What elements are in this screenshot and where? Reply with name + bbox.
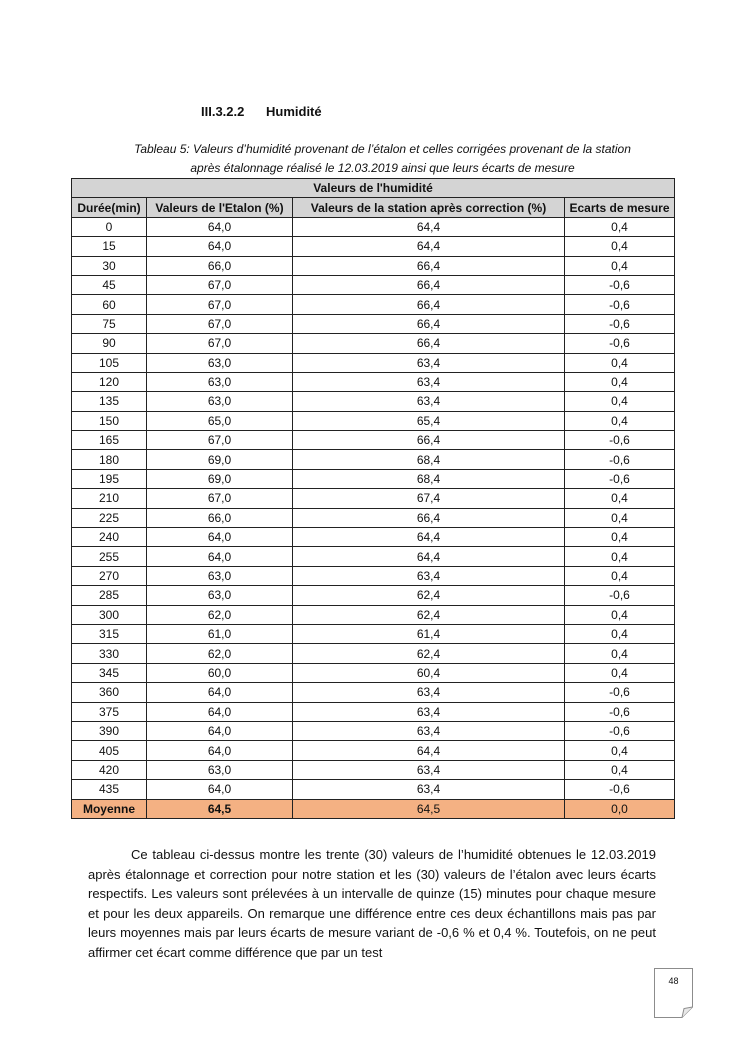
cell-station: 64,4 bbox=[293, 528, 565, 547]
table-row bbox=[72, 624, 675, 643]
cell-ecart: 0,4 bbox=[565, 217, 675, 236]
cell-duration: 150 bbox=[72, 411, 147, 430]
table-row bbox=[72, 741, 675, 760]
cell-etalon: 62,0 bbox=[147, 605, 293, 624]
cell-ecart: 0,4 bbox=[565, 760, 675, 779]
average-etalon: 64,5 bbox=[147, 799, 293, 818]
cell-duration: 180 bbox=[72, 450, 147, 469]
table-row bbox=[72, 411, 675, 430]
cell-duration: 330 bbox=[72, 644, 147, 663]
cell-ecart: 0,4 bbox=[565, 663, 675, 682]
cell-station: 63,4 bbox=[293, 721, 565, 740]
cell-duration: 135 bbox=[72, 392, 147, 411]
table-row bbox=[72, 683, 675, 702]
cell-etalon: 67,0 bbox=[147, 275, 293, 294]
cell-ecart: 0,4 bbox=[565, 237, 675, 256]
cell-ecart: 0,4 bbox=[565, 411, 675, 430]
cell-etalon: 63,0 bbox=[147, 353, 293, 372]
cell-etalon: 67,0 bbox=[147, 295, 293, 314]
cell-etalon: 63,0 bbox=[147, 586, 293, 605]
table-row bbox=[72, 372, 675, 391]
cell-etalon: 69,0 bbox=[147, 450, 293, 469]
cell-ecart: 0,4 bbox=[565, 566, 675, 585]
cell-etalon: 64,0 bbox=[147, 217, 293, 236]
cell-station: 63,4 bbox=[293, 392, 565, 411]
cell-ecart: 0,4 bbox=[565, 372, 675, 391]
table-row bbox=[72, 605, 675, 624]
average-row bbox=[72, 799, 675, 818]
cell-ecart: -0,6 bbox=[565, 450, 675, 469]
table-row bbox=[72, 508, 675, 527]
cell-station: 64,4 bbox=[293, 237, 565, 256]
cell-etalon: 64,0 bbox=[147, 237, 293, 256]
cell-ecart: -0,6 bbox=[565, 431, 675, 450]
caption-line-2: après étalonnage réalisé le 12.03.2019 ainsi que leurs écarts de mesure bbox=[190, 161, 575, 175]
cell-station: 61,4 bbox=[293, 624, 565, 643]
cell-station: 67,4 bbox=[293, 489, 565, 508]
cell-duration: 255 bbox=[72, 547, 147, 566]
cell-ecart: 0,4 bbox=[565, 392, 675, 411]
cell-station: 63,4 bbox=[293, 683, 565, 702]
table-row bbox=[72, 217, 675, 236]
table-row bbox=[72, 469, 675, 488]
section-title: Humidité bbox=[266, 104, 322, 119]
cell-ecart: 0,4 bbox=[565, 508, 675, 527]
table-row bbox=[72, 353, 675, 372]
average-ecart: 0,0 bbox=[565, 799, 675, 818]
cell-etalon: 62,0 bbox=[147, 644, 293, 663]
cell-ecart: -0,6 bbox=[565, 469, 675, 488]
section-number: III.3.2.2 bbox=[201, 104, 245, 119]
cell-station: 62,4 bbox=[293, 586, 565, 605]
cell-station: 66,4 bbox=[293, 508, 565, 527]
cell-duration: 375 bbox=[72, 702, 147, 721]
cell-duration: 405 bbox=[72, 741, 147, 760]
cell-duration: 45 bbox=[72, 275, 147, 294]
body-paragraph: Ce tableau ci-dessus montre les trente (30) valeurs de l’humidité obtenues le 12.03.2019 après étalonnage et correction pour notre station et les (30) valeurs de l’étalon avec leurs écarts respectifs. Les valeurs sont prélevées à un intervalle de quinze (15) minutes pour chaque mesure et pour les deux appareils. On remarque une différence entre ces deux échantillons mais pas par leurs moyennes mais par leurs écarts de mesure variant de -0,6 % et 0,4 %. Toutefois, on ne peut affirmer cet écart comme différence que par un test bbox=[88, 847, 656, 960]
column-header-station: Valeurs de la station après correction (%) bbox=[293, 198, 565, 217]
table-row bbox=[72, 586, 675, 605]
cell-etalon: 65,0 bbox=[147, 411, 293, 430]
cell-etalon: 66,0 bbox=[147, 256, 293, 275]
cell-etalon: 67,0 bbox=[147, 431, 293, 450]
cell-duration: 225 bbox=[72, 508, 147, 527]
cell-etalon: 64,0 bbox=[147, 780, 293, 799]
cell-etalon: 67,0 bbox=[147, 489, 293, 508]
table-row bbox=[72, 314, 675, 333]
table-body bbox=[72, 217, 675, 799]
cell-ecart: -0,6 bbox=[565, 683, 675, 702]
cell-duration: 210 bbox=[72, 489, 147, 508]
cell-station: 63,4 bbox=[293, 702, 565, 721]
cell-duration: 105 bbox=[72, 353, 147, 372]
cell-station: 63,4 bbox=[293, 760, 565, 779]
cell-station: 64,4 bbox=[293, 741, 565, 760]
cell-ecart: 0,4 bbox=[565, 624, 675, 643]
cell-ecart: -0,6 bbox=[565, 334, 675, 353]
table-row bbox=[72, 760, 675, 779]
average-label: Moyenne bbox=[72, 799, 147, 818]
cell-duration: 420 bbox=[72, 760, 147, 779]
page-number-box bbox=[654, 968, 693, 1018]
cell-ecart: 0,4 bbox=[565, 547, 675, 566]
cell-duration: 285 bbox=[72, 586, 147, 605]
cell-station: 66,4 bbox=[293, 256, 565, 275]
table-row bbox=[72, 489, 675, 508]
cell-ecart: -0,6 bbox=[565, 586, 675, 605]
table-row bbox=[72, 547, 675, 566]
cell-duration: 15 bbox=[72, 237, 147, 256]
cell-duration: 390 bbox=[72, 721, 147, 740]
table-row bbox=[72, 275, 675, 294]
column-header-duration: Durée(min) bbox=[72, 198, 147, 217]
table-row bbox=[72, 780, 675, 799]
cell-duration: 300 bbox=[72, 605, 147, 624]
cell-duration: 270 bbox=[72, 566, 147, 585]
cell-ecart: 0,4 bbox=[565, 489, 675, 508]
table-row bbox=[72, 566, 675, 585]
cell-station: 66,4 bbox=[293, 275, 565, 294]
cell-etalon: 69,0 bbox=[147, 469, 293, 488]
column-header-ecart: Ecarts de mesure bbox=[565, 198, 675, 217]
cell-etalon: 60,0 bbox=[147, 663, 293, 682]
cell-station: 65,4 bbox=[293, 411, 565, 430]
cell-ecart: -0,6 bbox=[565, 780, 675, 799]
table-row bbox=[72, 644, 675, 663]
table-row bbox=[72, 431, 675, 450]
cell-station: 63,4 bbox=[293, 372, 565, 391]
table-row bbox=[72, 663, 675, 682]
average-station: 64,5 bbox=[293, 799, 565, 818]
cell-etalon: 64,0 bbox=[147, 741, 293, 760]
cell-station: 66,4 bbox=[293, 314, 565, 333]
group-header: Valeurs de l'humidité bbox=[72, 179, 675, 198]
cell-station: 66,4 bbox=[293, 431, 565, 450]
cell-etalon: 64,0 bbox=[147, 721, 293, 740]
cell-station: 64,4 bbox=[293, 217, 565, 236]
cell-etalon: 63,0 bbox=[147, 760, 293, 779]
cell-etalon: 64,0 bbox=[147, 683, 293, 702]
cell-ecart: 0,4 bbox=[565, 528, 675, 547]
cell-etalon: 66,0 bbox=[147, 508, 293, 527]
section-heading bbox=[201, 104, 322, 119]
table-row bbox=[72, 702, 675, 721]
table-row bbox=[72, 237, 675, 256]
cell-duration: 60 bbox=[72, 295, 147, 314]
cell-duration: 165 bbox=[72, 431, 147, 450]
cell-station: 68,4 bbox=[293, 469, 565, 488]
cell-station: 68,4 bbox=[293, 450, 565, 469]
cell-station: 66,4 bbox=[293, 295, 565, 314]
cell-station: 62,4 bbox=[293, 644, 565, 663]
cell-etalon: 64,0 bbox=[147, 528, 293, 547]
table-row bbox=[72, 295, 675, 314]
cell-ecart: -0,6 bbox=[565, 702, 675, 721]
cell-ecart: -0,6 bbox=[565, 314, 675, 333]
table-caption bbox=[100, 140, 665, 178]
cell-etalon: 61,0 bbox=[147, 624, 293, 643]
cell-duration: 345 bbox=[72, 663, 147, 682]
cell-etalon: 64,0 bbox=[147, 547, 293, 566]
cell-station: 63,4 bbox=[293, 353, 565, 372]
cell-etalon: 63,0 bbox=[147, 392, 293, 411]
cell-etalon: 64,0 bbox=[147, 702, 293, 721]
cell-duration: 195 bbox=[72, 469, 147, 488]
cell-station: 66,4 bbox=[293, 334, 565, 353]
cell-duration: 120 bbox=[72, 372, 147, 391]
cell-duration: 360 bbox=[72, 683, 147, 702]
cell-station: 63,4 bbox=[293, 566, 565, 585]
table-row bbox=[72, 256, 675, 275]
cell-ecart: 0,4 bbox=[565, 256, 675, 275]
page-number: 48 bbox=[668, 976, 679, 986]
cell-duration: 75 bbox=[72, 314, 147, 333]
cell-duration: 90 bbox=[72, 334, 147, 353]
cell-duration: 30 bbox=[72, 256, 147, 275]
cell-ecart: -0,6 bbox=[565, 721, 675, 740]
cell-etalon: 67,0 bbox=[147, 334, 293, 353]
cell-duration: 315 bbox=[72, 624, 147, 643]
table-row bbox=[72, 392, 675, 411]
cell-station: 64,4 bbox=[293, 547, 565, 566]
cell-ecart: 0,4 bbox=[565, 353, 675, 372]
cell-etalon: 63,0 bbox=[147, 372, 293, 391]
cell-duration: 240 bbox=[72, 528, 147, 547]
cell-duration: 435 bbox=[72, 780, 147, 799]
cell-ecart: 0,4 bbox=[565, 605, 675, 624]
cell-station: 63,4 bbox=[293, 780, 565, 799]
cell-etalon: 67,0 bbox=[147, 314, 293, 333]
cell-ecart: 0,4 bbox=[565, 644, 675, 663]
table-row bbox=[72, 450, 675, 469]
cell-etalon: 63,0 bbox=[147, 566, 293, 585]
cell-ecart: 0,4 bbox=[565, 741, 675, 760]
column-header-etalon: Valeurs de l'Etalon (%) bbox=[147, 198, 293, 217]
cell-station: 62,4 bbox=[293, 605, 565, 624]
humidity-table bbox=[71, 178, 675, 819]
cell-ecart: -0,6 bbox=[565, 295, 675, 314]
table-row bbox=[72, 334, 675, 353]
caption-line-1: Tableau 5: Valeurs d’humidité provenant de l’étalon et celles corrigées provenant de la station bbox=[134, 142, 631, 156]
cell-ecart: -0,6 bbox=[565, 275, 675, 294]
table-row bbox=[72, 528, 675, 547]
cell-duration: 0 bbox=[72, 217, 147, 236]
table-row bbox=[72, 721, 675, 740]
cell-station: 60,4 bbox=[293, 663, 565, 682]
